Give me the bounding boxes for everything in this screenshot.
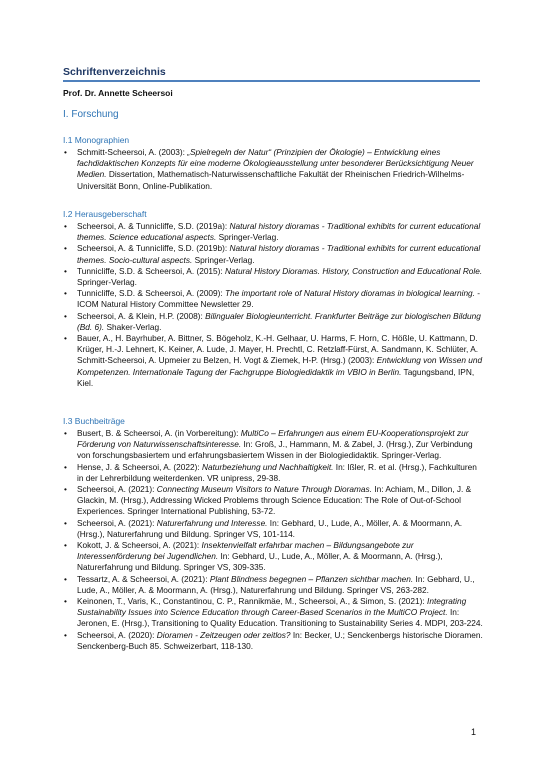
reference-authors: Scheersoi, A. (2020): xyxy=(77,629,157,640)
reference-source: - ICOM Natural History Committee Newsletter 29. xyxy=(77,288,481,310)
reference-title: Naturbeziehung und Nachhaltigkeit. xyxy=(201,461,334,472)
title-underline xyxy=(63,80,480,82)
reference-entry xyxy=(63,596,483,630)
reference-authors: Scheersoi, A. & Klein, H.P. (2008): xyxy=(77,310,206,321)
monographien-list xyxy=(63,147,483,192)
reference-title: The important role of Natural History dioramas in biological learning. xyxy=(225,288,475,299)
reference-source: In: Ißler, R. et al. (Hrsg.), Fachkulturen in der Lehrerbildung weiterdenken. VR unipress, 29-38. xyxy=(77,461,477,483)
reference-title: Connecting Museum Visitors to Nature Through Dioramas. xyxy=(156,484,372,495)
reference-source: In: Gebhard, U., Lude, A., Möller, A. & Moormann, A. (Hrsg.), Naturerfahrung und Bildung. Springer VS, 101-114. xyxy=(77,517,463,539)
reference-entry xyxy=(63,311,483,333)
section-heading-forschung: I. Forschung xyxy=(63,109,119,120)
reference-entry xyxy=(63,333,483,389)
reference-source: Dissertation, Mathematisch-Naturwissenschaftliche Fakultät der Rheinischen Friedrich-Wilhelms-Universität Bonn, Online-Publikation. xyxy=(77,169,465,191)
reference-title: Dioramen - Zeitzeugen oder zeitlos? xyxy=(156,629,291,640)
reference-authors: Scheersoi, A. & Tunnicliffe, S.D. (2019a): xyxy=(77,221,230,231)
reference-authors: Bauer, A., H. Bayrhuber, A. Bittner, S. Bögeholz, K.-H. Gelhaar, U. Harms, F. Horn, C. Hößle, U. Kattmann, D. Krüger, H.-J. Lehnert, K. Keiner, A. Lude, J. Mayer, H. Prechtl, C. Retzlaff-Fürst, A. Sandmann, K. Schlüter, A. Schmitt-Scheersoi, A. Upmeier zu Belzen, H. Vogt & Ziemek, H-P. (Hrsg.) (2003): xyxy=(77,333,479,366)
reference-authors: Scheersoi, A. (2021): xyxy=(77,517,157,528)
page-number: 1 xyxy=(471,727,477,737)
reference-title: Plant Blindness begegnen – Pflanzen sichtbar machen. xyxy=(209,573,414,584)
reference-entry xyxy=(63,243,483,265)
reference-authors: Tunnicliffe, S.D. & Scheersoi, A. (2009): xyxy=(77,288,226,299)
reference-title: Entwicklung von Wissen und Kompetenzen. Internationale Tagung der Fachgruppe Biologiedidaktik im VBIO in Berlin. xyxy=(77,355,483,377)
reference-source: Shaker-Verlag. xyxy=(104,321,162,332)
reference-entry xyxy=(63,630,483,652)
reference-title: Bilingualer Biologieunterricht. Frankfurter Beiträge zur biologischen Bildung (Bd. 6). xyxy=(77,310,481,332)
reference-entry xyxy=(63,147,483,192)
reference-source: In: Gebhard, U., Lude, A., Möller, A. & Moormann, A. (Hrsg.), Naturerfahrung und Bildung. Springer VS, 263-282. xyxy=(77,573,475,595)
author-name: Prof. Dr. Annette Scheersoi xyxy=(63,88,173,98)
reference-title: Natural History Dioramas. History, Construction and Educational Role. xyxy=(225,265,483,276)
reference-entry xyxy=(63,518,483,540)
reference-authors: Hense, J. & Scheersoi, A. (2022): xyxy=(77,461,202,472)
reference-source: Springer-Verlag. xyxy=(192,254,255,265)
reference-entry xyxy=(63,288,483,310)
reference-source: In: Becker, U.; Senckenbergs historische Dioramen. Senckenberg-Buch 85. Schweizerbart, 118-130. xyxy=(77,629,483,651)
reference-entry xyxy=(63,540,483,574)
reference-title: Naturerfahrung und Interesse. xyxy=(156,517,268,528)
reference-authors: Busert, B. & Scheersoi, A. (in Vorbereitung): xyxy=(77,428,241,438)
reference-source: In: Gebhard, U., Lude, A., Möller, A. & Moormann, A. (Hrsg.), Naturerfahrung und Bildung. Springer VS, 309-335. xyxy=(77,551,443,573)
subsection-heading-buchbeitraege: I.3 Buchbeiträge xyxy=(63,416,125,426)
reference-title: Natural history dioramas - Traditional exhibits for current educational themes. Socio-cultural aspects. xyxy=(77,243,481,265)
herausgeberschaft-list xyxy=(63,221,483,389)
reference-source: Tagungsband, IPN, Kiel. xyxy=(77,366,475,388)
subsection-heading-herausgeberschaft: I.2 Herausgeberschaft xyxy=(63,209,147,219)
reference-source: In: Jeronen, E. (Hrsg.), Transitioning to Quality Education. Transitioning to Sustainability Series 4. MDPI, 203-224. xyxy=(77,607,483,629)
reference-entry xyxy=(63,428,483,462)
reference-authors: Scheersoi, A. (2021): xyxy=(77,484,157,495)
reference-source: In: Achiam, M., Dillon, J. & Glackin, M. (Hrsg.), Addressing Wicked Problems through Science Education: The Role of Out-of-School Experiences. Springer International Publishing, 53-72. xyxy=(77,484,472,517)
document-title: Schriftenverzeichnis xyxy=(63,66,166,78)
reference-entry xyxy=(63,574,483,596)
reference-authors: Scheersoi, A. & Tunnicliffe, S.D. (2019b): xyxy=(77,243,230,254)
reference-title: Insektenvielfalt erfahrbar machen – Bildungsangebote zur Interessenförderung bei Jugendlichen. xyxy=(77,540,414,562)
reference-entry xyxy=(63,484,483,518)
reference-authors: Keinonen, T., Varis, K., Constantinou, C. P., Rannikmäe, M., Scheersoi, A., & Simon, S. (2021): xyxy=(77,596,428,607)
reference-authors: Tessartz, A. & Scheersoi, A. (2021): xyxy=(77,573,210,584)
reference-entry xyxy=(63,462,483,484)
reference-source: Springer-Verlag. xyxy=(216,232,279,243)
buchbeitraege-list xyxy=(63,428,483,652)
reference-entry xyxy=(63,266,483,288)
reference-title: Natural history dioramas - Traditional exhibits for current educational themes. Science educational aspects. xyxy=(77,221,481,243)
reference-title: MultiCo – Erfahrungen aus einem EU-Kooperationsprojekt zur Förderung von Naturwissenschaftsinteresse. xyxy=(77,428,469,450)
reference-source: Springer-Verlag. xyxy=(77,277,137,288)
reference-authors: Kokott, J. & Scheersoi, A. (2021): xyxy=(77,540,202,551)
reference-authors: Tunnicliffe, S.D. & Scheersoi, A. (2015): xyxy=(77,265,226,276)
reference-entry xyxy=(63,221,483,243)
subsection-heading-monographien: I.1 Monographien xyxy=(63,135,130,145)
reference-authors: Schmitt-Scheersoi, A. (2003): xyxy=(77,147,188,157)
reference-source: In: Groß, J., Hammann, M. & Zabel, J. (Hrsg.), Zur Verbindung von forschungsbasiertem und erfahrungsbasiertem Wissen in der Biologiedidaktik. Springer-Verlag. xyxy=(77,439,473,461)
reference-title: „Spielregeln der Natur“ (Prinzipien der Ökologie) – Entwicklung eines fachdidaktischen Konzepts für eine moderne Ökologieausstellung unter besonderer Berücksichtigung Neuer Medien. xyxy=(77,147,474,180)
reference-title: Integrating Sustainability Issues into Science Education through Career-Based Scenarios in the MultiCO Project. xyxy=(77,596,467,618)
